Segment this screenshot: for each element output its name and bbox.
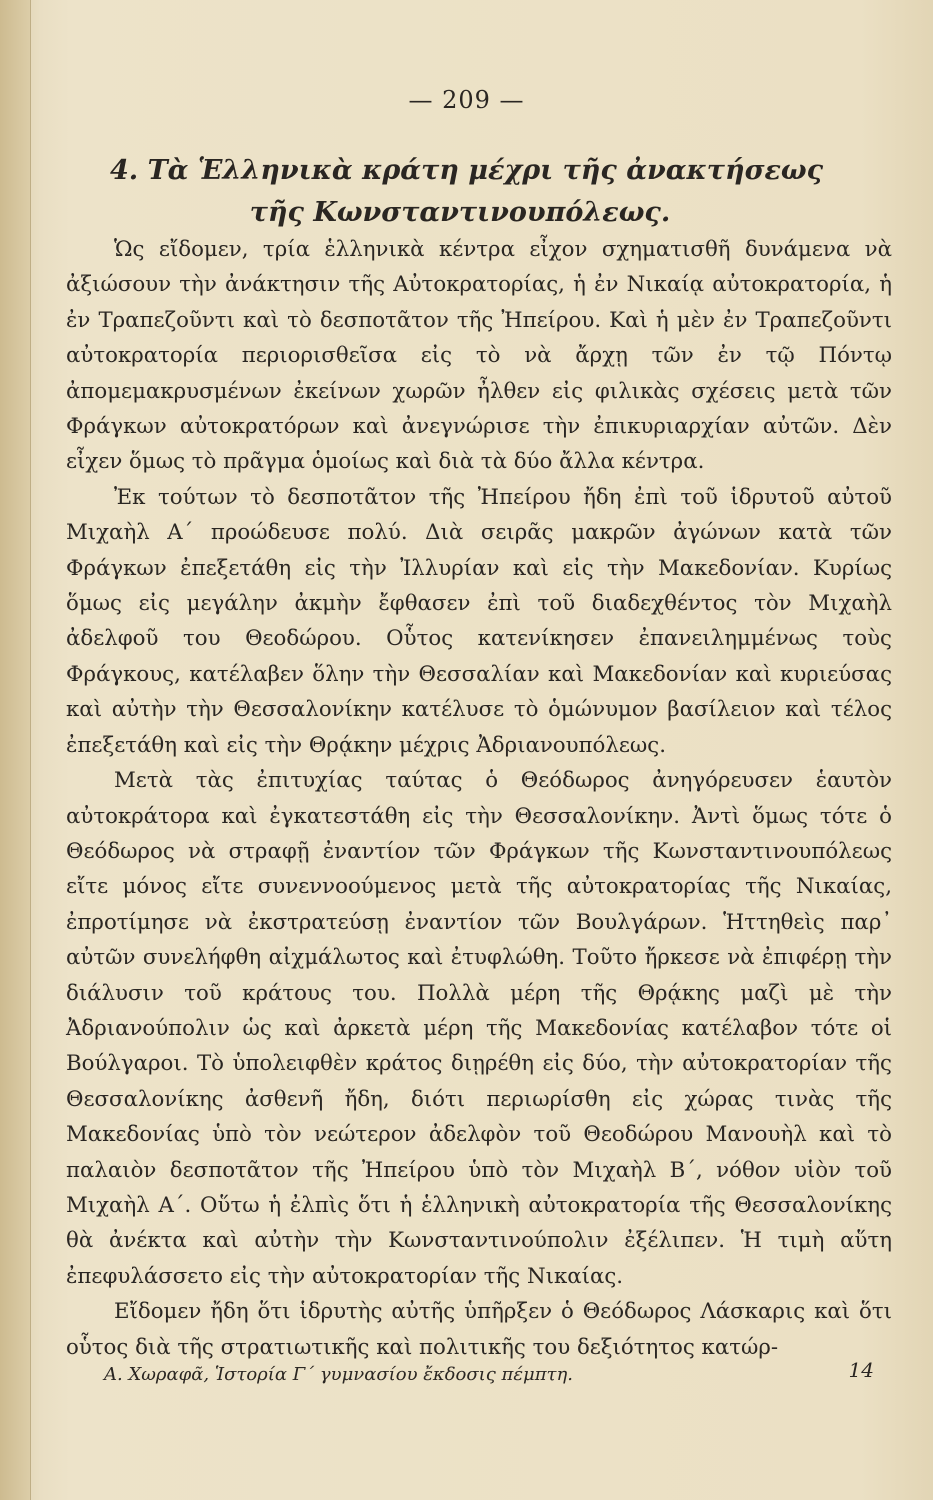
paragraph: Ἐκ τούτων τὸ δεσποτᾶτον τῆς Ἠπείρου ἤδη ἐπὶ τοῦ ἱδρυτοῦ αὐτοῦ Μιχαὴλ Α΄ προώδευσε πολύ. Διὰ σειρᾶς μακρῶν ἀγώνων κατὰ τῶν Φράγκων ἐπεξετάθη εἰς τὴν Ἰλλυρίαν καὶ εἰς τὴν Μακεδονίαν. Κυρίως ὅμως εἰς μεγάλην ἀκμὴν ἔφθασεν ἐπὶ τοῦ διαδεχθέντος τὸν Μιχαὴλ ἀδελφοῦ του Θεοδώρου. Οὗτος κατενίκησεν ἐπανειλημμένως τοὺς Φράγκους, κατέλαβεν ὅλην τὴν Θεσσαλίαν καὶ Μακεδονίαν καὶ κυριεύσας καὶ αὐτὴν τὴν Θεσσαλονίκην κατέλυσε τὸ ὁμώνυμον βασίλειον καὶ τέλος ἐπεξετάθη καὶ εἰς τὴν Θρᾴκην μέχρις Ἀδριανουπόλεως.: [66, 484, 892, 758]
body-text: [66, 232, 892, 1365]
paragraph: Ὡς εἴδομεν, τρία ἑλληνικὰ κέντρα εἶχον σχηματισθῆ δυνάμενα νὰ ἀξιώσουν τὴν ἀνάκτησιν τῆς Αὐτοκρατορίας, ἡ ἐν Νικαίᾳ αὐτοκρατορία, ἡ ἐν Τραπεζοῦντι καὶ τὸ δεσποτᾶτον τῆς Ἠπείρου. Καὶ ἡ μὲν ἐν Τραπεζοῦντι αὐτοκρατορία περιορισθεῖσα εἰς τὸ νὰ ἄρχῃ τῶν ἐν τῷ Πόντῳ ἀπομεμακρυσμένων ἐκείνων χωρῶν ἦλθεν εἰς φιλικὰς σχέσεις μετὰ τῶν Φράγκων αὐτοκρατόρων καὶ ἀνεγνώρισε τὴν ἐπικυριαρχίαν αὐτῶν. Δὲν εἶχεν ὅμως τὸ πρᾶγμα ὁμοίως καὶ διὰ τὰ δύο ἄλλα κέντρα.: [66, 237, 892, 475]
section-title: [110, 150, 870, 234]
section-title-line-1: 4. Τὰ Ἑλληνικὰ κράτη μέχρι τῆς ἀνακτήσεως: [110, 155, 824, 186]
page-gutter: [0, 0, 31, 1500]
paragraph: Εἴδομεν ἤδη ὅτι ἱδρυτὴς αὐτῆς ὑπῆρξεν ὁ Θεόδωρος Λάσκαρις καὶ ὅτι οὗτος διὰ τῆς στρατιωτικῆς καὶ πολιτικῆς του δεξιότητος κατώρ-: [66, 1299, 892, 1360]
page-number: — 209 —: [408, 86, 525, 114]
section-title-line-2: τῆς Κωνσταντινουπόλεως.: [249, 197, 671, 228]
signature-mark: 14: [848, 1358, 874, 1382]
footer-citation: Α. Χωραφᾶ, Ἱστορία Γ΄ γυμνασίου ἔκδοσις πέμπτη.: [104, 1364, 574, 1385]
page-footer: [104, 1358, 874, 1385]
paragraph: Μετὰ τὰς ἐπιτυχίας ταύτας ὁ Θεόδωρος ἀνηγόρευσεν ἑαυτὸν αὐτοκράτορα καὶ ἐγκατεστάθη εἰς τὴν Θεσσαλονίκην. Ἀντὶ ὅμως τότε ὁ Θεόδωρος νὰ στραφῇ ἐναντίον τῶν Φράγκων τῆς Κωνσταντινουπόλεως εἴτε μόνος εἴτε συνεννοούμενος μετὰ τῆς αὐτοκρατορίας τῆς Νικαίας, ἐπροτίμησε νὰ ἐκστρατεύσῃ ἐναντίον τῶν Βουλγάρων. Ἡττηθεὶς παρ᾽ αὐτῶν συνελήφθη αἰχμάλωτος καὶ ἐτυφλώθη. Τοῦτο ἤρκεσε νὰ ἐπιφέρῃ τὴν διάλυσιν τοῦ κράτους του. Πολλὰ μέρη τῆς Θρᾴκης μαζὶ μὲ τὴν Ἀδριανούπολιν ὡς καὶ ἀρκετὰ μέρη τῆς Μακεδονίας κατέλαβον τότε οἱ Βούλγαροι. Τὸ ὑπολειφθὲν κράτος διῃρέθη εἰς δύο, τὴν αὐτοκρατορίαν τῆς Θεσσαλονίκης ἀσθενῆ ἤδη, διότι περιωρίσθη εἰς χώρας τινὰς τῆς Μακεδονίας ὑπὸ τὸν νεώτερον ἀδελφὸν τοῦ Θεοδώρου Μανουὴλ καὶ τὸ παλαιὸν δεσποτᾶτον τῆς Ἠπείρου ὑπὸ τὸν Μιχαὴλ Β΄, νόθον υἱὸν τοῦ Μιχαὴλ Α΄. Οὕτω ἡ ἐλπὶς ὅτι ἡ ἑλληνικὴ αὐτοκρατορία τῆς Θεσσαλονίκης θὰ ἀνέκτα καὶ αὐτὴν τὴν Κωνσταντινούπολιν ἐξέλιπεν. Ἡ τιμὴ αὕτη ἐπεφυλάσσετο εἰς τὴν αὐτοκρατορίαν τῆς Νικαίας.: [66, 768, 892, 1289]
